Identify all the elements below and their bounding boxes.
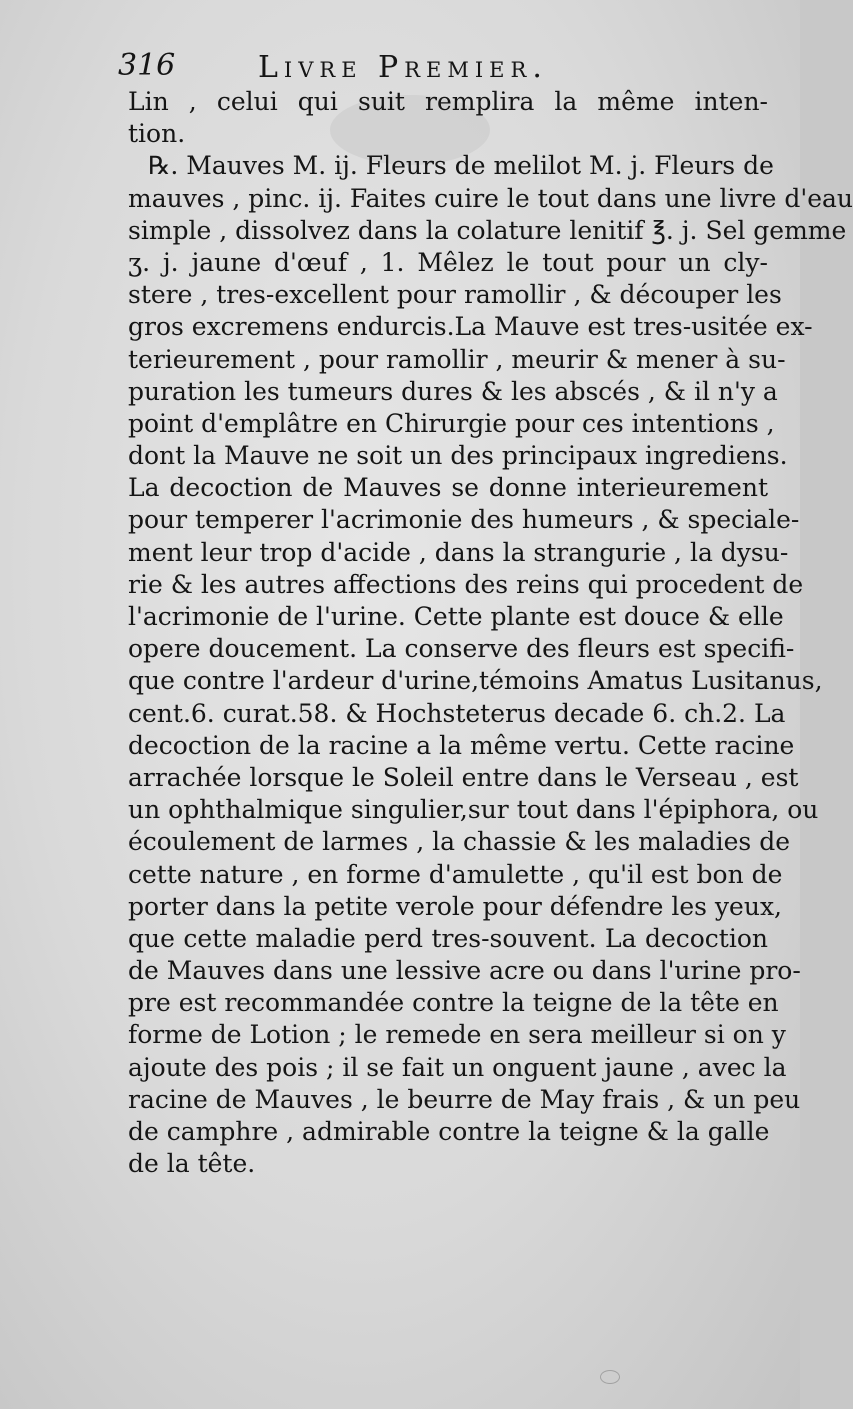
- text-line: mauves , pinc. ij. Faites cuire le tout dans une livre d'eau: [128, 183, 853, 213]
- text-line: dont la Mauve ne soit un des principaux ingrediens.: [128, 441, 788, 471]
- text-line: stere , tres-excellent pour ramollir , & découper les: [128, 280, 782, 310]
- text-line: rie & les autres affections des reins qui procedent de: [128, 569, 804, 599]
- text-line: racine de Mauves , le beurre de May frais , & un peu: [128, 1084, 801, 1114]
- paper-stain: [600, 1370, 620, 1384]
- text-line: que cette maladie perd tres-souvent. La decoction: [128, 923, 768, 953]
- text-line: l'acrimonie de l'urine. Cette plante est douce & elle: [128, 602, 784, 631]
- text-line: de camphre , admirable contre la teigne & la galle: [128, 1117, 770, 1146]
- text-line: terieurement , pour ramollir , meurir & mener à su-: [128, 344, 786, 374]
- text-line: de la tête.: [128, 1149, 256, 1179]
- text-line: écoulement de larmes , la chassie & les maladies de: [128, 827, 790, 857]
- page-number: 316: [118, 48, 176, 83]
- text-line: gros excremens endurcis.La Mauve est tres-usitée ex-: [128, 312, 813, 342]
- text-line: ajoute des pois ; il se fait un onguent jaune , avec la: [128, 1052, 787, 1082]
- text-line: decoction de la racine a la même vertu. Cette racine: [128, 730, 795, 760]
- text-line: pre est recommandée contre la teigne de la tête en: [128, 988, 779, 1018]
- text-line: point d'emplâtre en Chirurgie pour ces intentions ,: [128, 408, 775, 438]
- text-line: un ophthalmique singulier,sur tout dans l'épiphora, ou: [128, 795, 819, 825]
- text-line: La decoction de Mauves se donne interieurement: [128, 473, 768, 503]
- text-line: tion.: [128, 119, 186, 149]
- text-line: Lin , celui qui suit remplira la même inten-: [128, 87, 768, 116]
- text-line: opere doucement. La conserve des fleurs est specifi-: [128, 634, 795, 664]
- text-line: pour temperer l'acrimonie des humeurs , & speciale-: [128, 505, 800, 535]
- text-line: cette nature , en forme d'amulette , qu'il est bon de: [128, 859, 783, 889]
- text-line: cent.6. curat.58. & Hochsteterus decade 6. ch.2. La: [128, 698, 786, 728]
- running-head: Livre Premier.: [258, 50, 548, 85]
- text-line: ment leur trop d'acide , dans la strangurie , la dysu-: [128, 537, 789, 567]
- text-line: ℞. Mauves M. ij. Fleurs de melilot M. j. Fleurs de: [148, 151, 774, 181]
- text-line: ʒ. j. jaune d'œuf , 1. Mêlez le tout pour un cly-: [128, 247, 768, 277]
- text-line: porter dans la petite verole pour défendre les yeux,: [128, 891, 782, 921]
- text-line: que contre l'ardeur d'urine,témoins Amatus Lusitanus,: [128, 666, 823, 696]
- text-line: simple , dissolvez dans la colature lenitif ℥. j. Sel gemme: [128, 215, 847, 245]
- text-line: arrachée lorsque le Soleil entre dans le Verseau , est: [128, 762, 799, 792]
- text-line: de Mauves dans une lessive acre ou dans l'urine pro-: [128, 956, 801, 986]
- text-line: puration les tumeurs dures & les abscés , & il n'y a: [128, 376, 778, 406]
- body-text: [128, 86, 853, 1180]
- text-line: forme de Lotion ; le remede en sera meilleur si on y: [128, 1020, 786, 1050]
